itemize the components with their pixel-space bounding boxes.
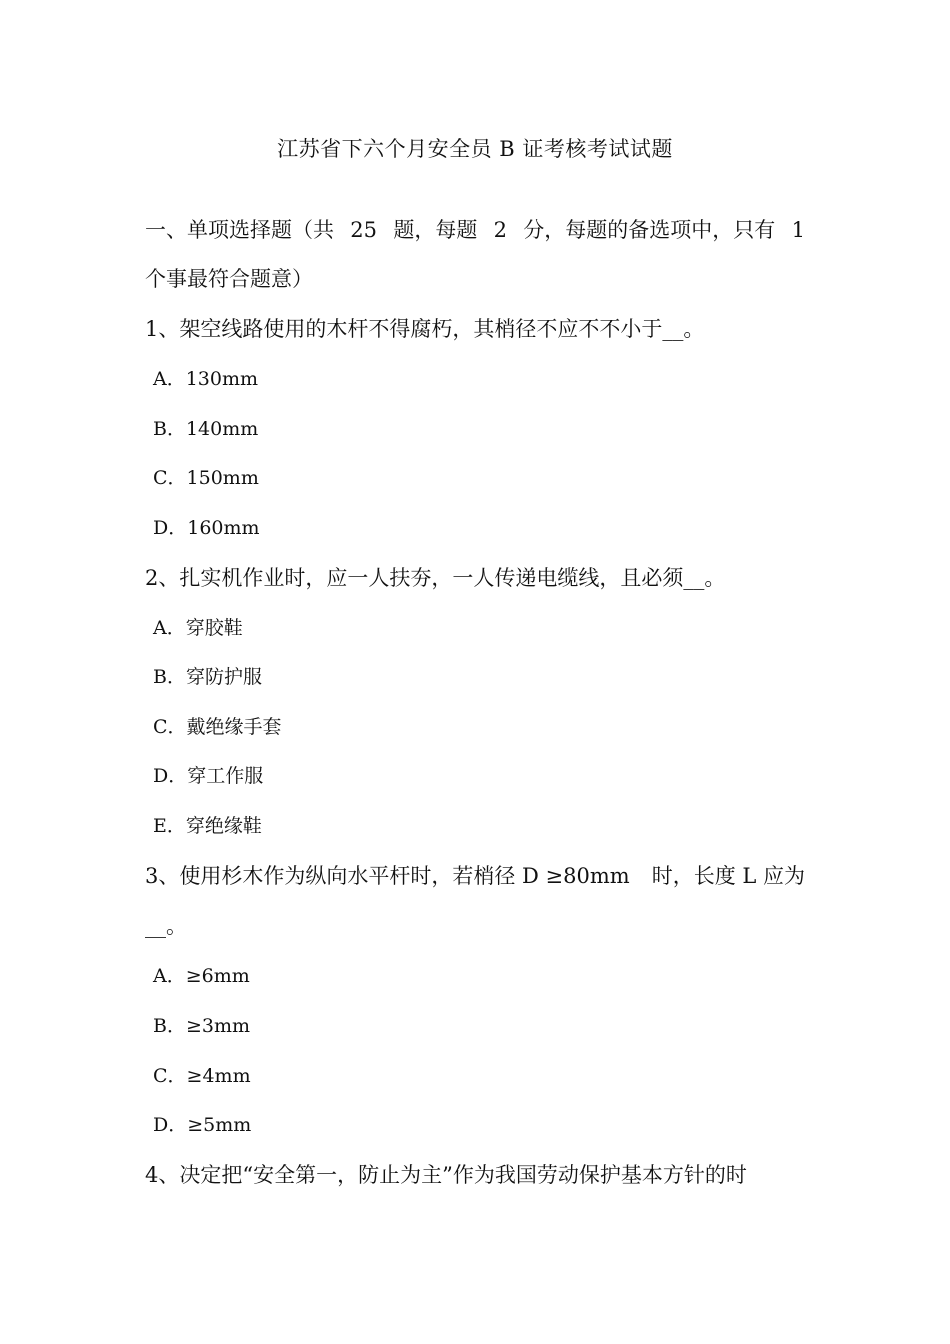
- question-2-option-e: E．穿绝缘鞋: [153, 815, 262, 837]
- question-3-stem: [145, 860, 805, 892]
- question-3-stem-part: 3、使用杉木作为纵向水平杆时，若梢径 D ≥80mm: [145, 864, 630, 888]
- section-heading-continued: 个事最符合题意）: [145, 267, 313, 291]
- section-heading-part: 25: [350, 218, 378, 242]
- section-heading-part: 2: [493, 218, 507, 242]
- document-title: 江苏省下六个月安全员 B 证考核考试试题: [277, 137, 673, 161]
- question-1-option-b: B．140mm: [153, 418, 259, 440]
- question-3-option-c: C．≥4mm: [153, 1065, 251, 1087]
- section-heading-part: 1: [791, 218, 805, 242]
- question-2-stem: 2、扎实机作业时，应一人扶夯，一人传递电缆线，且必须__。: [145, 566, 726, 590]
- question-1-option-a: A．130mm: [153, 368, 259, 390]
- question-3-option-b: B．≥3mm: [153, 1015, 251, 1037]
- question-3-option-d: D．≥5mm: [153, 1114, 252, 1136]
- section-heading-part: 题，每题: [393, 218, 478, 242]
- section-heading-part: 分，每题的备选项中，只有: [523, 218, 776, 242]
- section-heading: [145, 214, 805, 246]
- question-2-option-d: D．穿工作服: [153, 765, 264, 787]
- question-1-option-c: C．150mm: [153, 467, 259, 489]
- section-heading-part: 一、单项选择题（共: [145, 218, 334, 242]
- question-4-stem: 4、决定把“安全第一，防止为主”作为我国劳动保护基本方针的时: [145, 1163, 747, 1187]
- question-1-option-d: D．160mm: [153, 517, 260, 539]
- question-3-stem-part: 时，长度 L 应为: [651, 864, 805, 888]
- question-1-stem: 1、架空线路使用的木杆不得腐朽，其梢径不应不不小于__。: [145, 317, 705, 341]
- question-2-option-a: A．穿胶鞋: [153, 617, 243, 639]
- question-2-option-c: C．戴绝缘手套: [153, 716, 282, 738]
- question-2-option-b: B．穿防护服: [153, 666, 262, 688]
- question-3-stem-continued: __。: [145, 914, 187, 938]
- question-3-option-a: A．≥6mm: [153, 965, 250, 987]
